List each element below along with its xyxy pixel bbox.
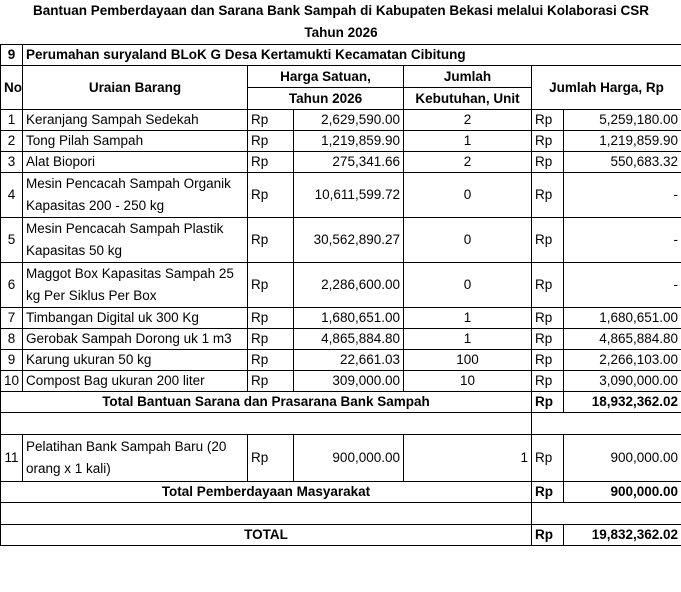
training-row: [1, 435, 681, 482]
item-quantity: 2: [404, 110, 532, 131]
header-jumlah-harga: Jumlah Harga, Rp: [532, 66, 681, 110]
document-title-line-2: Tahun 2026: [304, 25, 378, 40]
currency-label: Rp: [532, 329, 564, 350]
currency-label: Rp: [248, 350, 294, 371]
item-number: 2: [1, 131, 23, 152]
currency-label: Rp: [532, 308, 564, 329]
item-quantity: 1: [404, 435, 532, 482]
empty-cell: [532, 413, 681, 435]
item-quantity: 0: [404, 173, 532, 218]
header-harga-satuan-1: Harga Satuan,: [248, 66, 404, 88]
table-row: [1, 329, 681, 350]
table-row: [1, 131, 681, 152]
table-row: [1, 152, 681, 173]
currency-label: Rp: [532, 482, 564, 503]
item-number: 1: [1, 110, 23, 131]
empty-cell: [1, 413, 532, 435]
item-quantity: 10: [404, 371, 532, 392]
item-total: -: [564, 218, 681, 263]
item-unit-price: 275,341.66: [294, 152, 404, 173]
currency-label: Rp: [532, 371, 564, 392]
item-unit-price: 30,562,890.27: [294, 218, 404, 263]
item-quantity: 1: [404, 329, 532, 350]
currency-label: Rp: [248, 152, 294, 173]
item-unit-price: 2,629,590.00: [294, 110, 404, 131]
item-name: Maggot Box Kapasitas Sampah 25 kg Per Siklus Per Box: [23, 263, 248, 308]
item-name: Mesin Pencacah Sampah Organik Kapasitas 200 - 250 kg: [23, 173, 248, 218]
location-number: 9: [1, 45, 23, 66]
table-row: [1, 308, 681, 329]
empty-row: [1, 413, 681, 435]
item-total: 4,865,884.80: [564, 329, 681, 350]
currency-label: Rp: [532, 218, 564, 263]
item-unit-price: 1,219,859.90: [294, 131, 404, 152]
item-total: 900,000.00: [564, 435, 681, 482]
header-jumlah-1: Jumlah: [404, 66, 532, 88]
item-number: 7: [1, 308, 23, 329]
currency-label: Rp: [532, 392, 564, 413]
table-row: [1, 110, 681, 131]
header-jumlah-2: Kebutuhan, Unit: [404, 88, 532, 110]
table-row: [1, 371, 681, 392]
empty-cell: [532, 503, 681, 525]
grand-total-value: 19,832,362.02: [564, 525, 681, 546]
item-quantity: 0: [404, 218, 532, 263]
header-uraian: Uraian Barang: [23, 66, 248, 110]
item-unit-price: 2,286,600.00: [294, 263, 404, 308]
currency-label: Rp: [532, 173, 564, 218]
currency-label: Rp: [532, 435, 564, 482]
total-sarana-label: Total Bantuan Sarana dan Prasarana Bank Sampah: [1, 392, 532, 413]
total-sarana-row: [1, 392, 681, 413]
currency-label: Rp: [532, 263, 564, 308]
item-quantity: 1: [404, 308, 532, 329]
item-quantity: 2: [404, 152, 532, 173]
currency-label: Rp: [532, 152, 564, 173]
item-total: 2,266,103.00: [564, 350, 681, 371]
currency-label: Rp: [248, 435, 294, 482]
total-sarana-value: 18,932,362.02: [564, 392, 681, 413]
item-number: 8: [1, 329, 23, 350]
item-name: Timbangan Digital uk 300 Kg: [23, 308, 248, 329]
item-name: Keranjang Sampah Sedekah: [23, 110, 248, 131]
item-unit-price: 900,000.00: [294, 435, 404, 482]
item-total: 550,683.32: [564, 152, 681, 173]
currency-label: Rp: [532, 350, 564, 371]
currency-label: Rp: [248, 263, 294, 308]
item-number: 9: [1, 350, 23, 371]
grand-total-row: [1, 525, 681, 546]
item-unit-price: 10,611,599.72: [294, 173, 404, 218]
item-name: Compost Bag ukuran 200 liter: [23, 371, 248, 392]
item-total: -: [564, 173, 681, 218]
item-name: Karung ukuran 50 kg: [23, 350, 248, 371]
total-pemberdayaan-value: 900,000.00: [564, 482, 681, 503]
item-number: 6: [1, 263, 23, 308]
header-harga-satuan-2: Tahun 2026: [248, 88, 404, 110]
item-name: Gerobak Sampah Dorong uk 1 m3: [23, 329, 248, 350]
item-name: Tong Pilah Sampah: [23, 131, 248, 152]
currency-label: Rp: [248, 308, 294, 329]
currency-label: Rp: [248, 329, 294, 350]
item-unit-price: 4,865,884.80: [294, 329, 404, 350]
currency-label: Rp: [532, 110, 564, 131]
total-pemberdayaan-row: [1, 482, 681, 503]
item-unit-price: 1,680,651.00: [294, 308, 404, 329]
item-number: 10: [1, 371, 23, 392]
item-unit-price: 22,661.03: [294, 350, 404, 371]
currency-label: Rp: [532, 131, 564, 152]
item-number: 3: [1, 152, 23, 173]
item-total: 3,090,000.00: [564, 371, 681, 392]
currency-label: Rp: [532, 525, 564, 546]
table-row: [1, 263, 681, 308]
item-number: 5: [1, 218, 23, 263]
currency-label: Rp: [248, 173, 294, 218]
item-name: Pelatihan Bank Sampah Baru (20 orang x 1 kali): [23, 435, 248, 482]
header-no: No: [1, 66, 23, 110]
location-text: Perumahan suryaland BLoK G Desa Kertamukti Kecamatan Cibitung: [23, 45, 681, 66]
item-number: 11: [1, 435, 23, 482]
total-pemberdayaan-label: Total Pemberdayaan Masyarakat: [1, 482, 532, 503]
item-number: 4: [1, 173, 23, 218]
document-title-line-1: Bantuan Pemberdayaan dan Sarana Bank Sampah di Kabupaten Bekasi melalui Kolaborasi CSR: [33, 3, 649, 18]
item-name: Alat Biopori: [23, 152, 248, 173]
item-unit-price: 309,000.00: [294, 371, 404, 392]
item-quantity: 1: [404, 131, 532, 152]
currency-label: Rp: [248, 110, 294, 131]
item-total: -: [564, 263, 681, 308]
empty-cell: [1, 503, 532, 525]
item-total: 1,680,651.00: [564, 308, 681, 329]
item-total: 1,219,859.90: [564, 131, 681, 152]
table-row: [1, 218, 681, 263]
currency-label: Rp: [248, 131, 294, 152]
table-row: [1, 350, 681, 371]
empty-row: [1, 503, 681, 525]
grand-total-label: TOTAL: [1, 525, 532, 546]
item-total: 5,259,180.00: [564, 110, 681, 131]
table-row: [1, 173, 681, 218]
currency-label: Rp: [248, 371, 294, 392]
item-quantity: 0: [404, 263, 532, 308]
item-name: Mesin Pencacah Sampah Plastik Kapasitas 50 kg: [23, 218, 248, 263]
item-quantity: 100: [404, 350, 532, 371]
currency-label: Rp: [248, 218, 294, 263]
